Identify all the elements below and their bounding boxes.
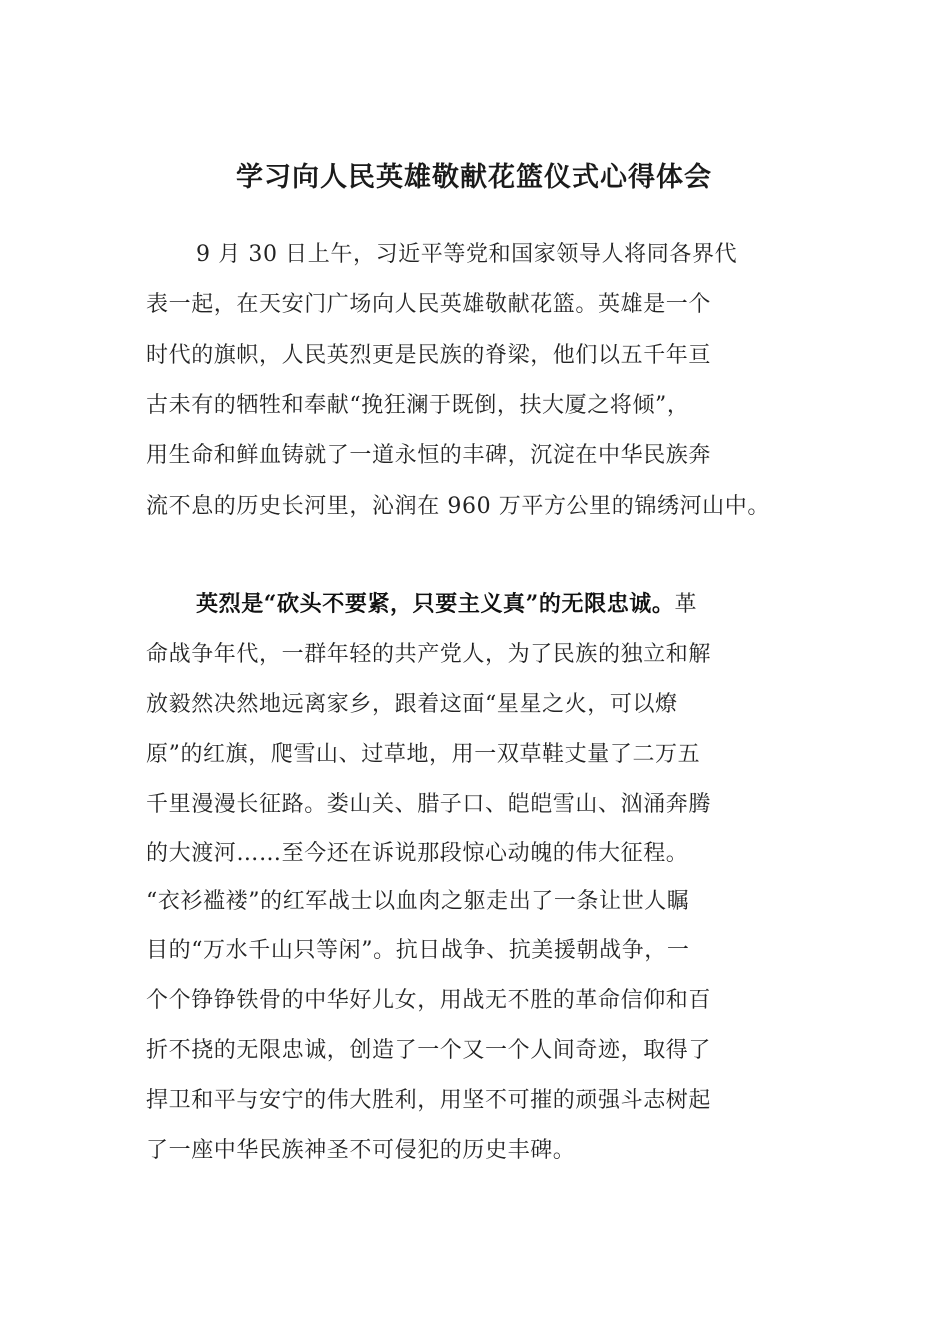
paragraph-2-line: 命战争年代，一群年轻的共产党人，为了民族的独立和解	[146, 642, 712, 667]
paragraph-1-line: 时代的旗帜，人民英烈更是民族的脊梁，他们以五千年亘	[146, 343, 712, 368]
paragraph-1-line: 9 月 30 日上午，习近平等党和国家领导人将同各界代	[196, 242, 738, 267]
paragraph-1-line: 古未有的牺牲和奉献“挽狂澜于既倒，扶大厦之将倾”，	[146, 393, 690, 418]
paragraph-2-line: 千里漫漫长征路。娄山关、腊子口、皑皑雪山、汹涌奔腾	[146, 792, 712, 817]
paragraph-2-line: 捍卫和平与安宁的伟大胜利，用坚不可摧的顽强斗志树起	[146, 1088, 712, 1113]
paragraph-2-line: 的大渡河……至今还在诉说那段惊心动魄的伟大征程。	[146, 841, 689, 866]
document-title: 学习向人民英雄敬献花篮仪式心得体会	[236, 162, 712, 193]
paragraph-2-line: 了一座中华民族神圣不可侵犯的历史丰碑。	[146, 1138, 576, 1163]
paragraph-2-lead-bold: 英烈是“砍头不要紧，只要主义真”的无限忠诚。	[196, 591, 675, 617]
paragraph-2-first-line	[196, 587, 697, 618]
paragraph-2-line: “衣衫褴褛”的红军战士以血肉之躯走出了一条让世人瞩	[146, 889, 690, 914]
paragraph-1-line: 用生命和鲜血铸就了一道永恒的丰碑，沉淀在中华民族奔	[146, 443, 712, 468]
paragraph-1-line: 流不息的历史长河里，沁润在 960 万平方公里的锦绣河山中。	[146, 494, 770, 519]
paragraph-2-line: 个个铮铮铁骨的中华好儿女，用战无不胜的革命信仰和百	[146, 988, 712, 1013]
paragraph-2-lead-rest: 革	[674, 592, 698, 617]
paragraph-2-line: 折不挠的无限忠诚，创造了一个又一个人间奇迹，取得了	[146, 1038, 712, 1063]
paragraph-2-line: 原”的红旗，爬雪山、过草地，用一双草鞋丈量了二万五	[146, 742, 701, 767]
paragraph-1-line: 表一起，在天安门广场向人民英雄敬献花篮。英雄是一个	[146, 292, 712, 317]
paragraph-2-line: 目的“万水千山只等闲”。抗日战争、抗美援朝战争，一	[146, 938, 690, 963]
paragraph-2-line: 放毅然决然地远离家乡，跟着这面“星星之火，可以燎	[146, 692, 678, 717]
